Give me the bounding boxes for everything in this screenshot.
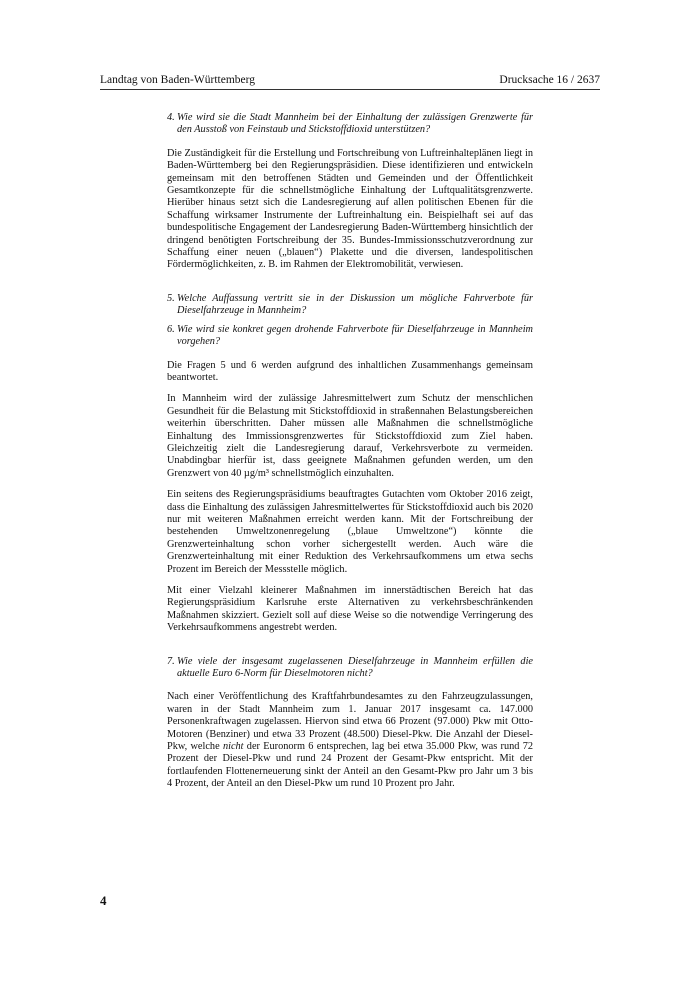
answer-4: Die Zuständigkeit für die Erstellung und Fortschreibung von Luftreinhalteplänen liegt in Baden-Württemberg bei den Regierungspräsidien. Diese identifizieren und entwickeln gemeinsam mit den betroffenen Städten und Gemeinden und der Öffentlichkeit Gesamtkonzepte für die schnellstmögliche Einhaltung der Luftqualitätsgrenzwerte. Hierüber hinaus setzt sich die Landesregierung auf allen politischen Ebenen für die Schaffung wirksamer Instrumente der Luftreinhaltung ein. Beispielhaft sei auf das bundespolitische Engagement der Landesregierung Baden-Württemberg hinsichtlich der dringend benötigten Fortschreibung der 35. Bundes-Immissionsschutzverordnung zur Schaffung einer neuen („blauen“) Plakette und die diversen, landespolitischen Fördermöglichkeiten, z. B. im Rahmen der Elektromobilität, verwiesen. (167, 147, 533, 271)
header-parliament: Landtag von Baden-Württemberg (100, 74, 255, 86)
question-4 (167, 112, 533, 137)
question-text: Welche Auffassung vertritt sie in der Diskussion um mögliche Fahrverbote für Dieselfahrzeuge in Mannheim? (177, 292, 533, 317)
question-text: Wie viele der insgesamt zugelassenen Dieselfahrzeuge in Mannheim erfüllen die aktuelle Euro 6-Norm für Dieselmotoren nicht? (177, 655, 533, 680)
question-number: 4. (167, 112, 175, 123)
question-number: 7. (167, 655, 175, 667)
answer-7 (167, 691, 533, 790)
answer-5-6-paragraph: In Mannheim wird der zulässige Jahresmittelwert zum Schutz der menschlichen Gesundheit für die Belastung mit Stickstoffdioxid in straßennahen Belastungsbereichen weiterhin überschritten. Daher müssen alle Maßnahmen die schnellstmögliche Einhaltung des Immissionsgrenzwertes für Stickstoffdioxid zum Ziel haben. Gleichzeitig zielt die Landesregierung darauf, Verkehrsverbote zu vermeiden. Unabdingbar hierfür ist, dass geeignete Maßnahmen gefunden werden, um den Grenzwert von 40 µg/m³ schnellstmöglich einzuhalten. (167, 393, 533, 479)
question-text: Wie wird sie konkret gegen drohende Fahrverbote für Dieselfahrzeuge in Mannheim vorgehen? (177, 323, 533, 348)
header-document-number: Drucksache 16 / 2637 (499, 74, 600, 86)
question-7 (167, 656, 533, 681)
answer-5-6-paragraph: Ein seitens des Regierungspräsidiums beauftragtes Gutachten vom Oktober 2016 zeigt, dass die Einhaltung des zulässigen Jahresmittelwertes für Stickstoffdioxid auch bis 2020 nur mit weiteren Maßnahmen erreicht werden kann. Mit der Fortschreibung der bestehenden Umweltzonenregelung („blaue Umweltzone“) könnte die Grenzwerteinhaltung schon vorher sichergestellt werden. Auch wäre die Grenzwerteinhaltung mit einer Reduktion des Verkehrsaufkommens um etwa sechs Prozent im Bereich der Messstelle möglich. (167, 489, 533, 575)
answer-5-6-intro: Die Fragen 5 und 6 werden aufgrund des inhaltlichen Zusammenhangs gemeinsam beantwortet. (167, 359, 533, 383)
question-6 (167, 324, 533, 349)
answer-7-part: der Euronorm 6 entsprechen, lag bei etwa 35.000 Pkw, was rund 72 Prozent der Diesel-Pkw und rund 24 Prozent der Gesamt-Pkw entspricht. Mit der fortlaufenden Flottenerneuerung sinkt der Anteil an den Gesamt-Pkw pro Jahr um 3 bis 4 Prozent, der Anteil an den Diesel-Pkw um rund 10 Prozent pro Jahr. (167, 741, 533, 790)
question-number: 5. (167, 292, 175, 304)
page-header (100, 73, 600, 90)
question-5 (167, 293, 533, 318)
question-number: 6. (167, 323, 175, 335)
page-number: 4 (100, 893, 107, 908)
document-body (167, 112, 533, 800)
answer-7-part: Nach einer Veröffentlichung des Kraftfahrbundesamtes zu den Fahrzeugzulassungen, waren in der Stadt Mannheim zum 1. Januar 2017 insgesamt ca. 147.000 Personenkraftwagen zugelassen. Hiervon sind etwa 66 Prozent (97.000) Pkw mit Otto-Motoren (Benziner) und etwa 33 Prozent (48.500) Diesel-Pkw. Die Anzahl der Diesel-Pkw, welche (167, 691, 533, 753)
answer-5-6-paragraph: Mit einer Vielzahl kleinerer Maßnahmen im innerstädtischen Bereich hat das Regierungspräsidium Karlsruhe erste Alternativen zu verkehrsbeschränkenden Maßnahmen skizziert. Gezielt soll auf diese Weise so die notwendige Verringerung des Verkehrsaufkommens angestrebt werden. (167, 585, 533, 634)
question-text: Wie wird sie die Stadt Mannheim bei der Einhaltung der zulässigen Grenzwerte für den Ausstoß von Feinstaub und Stickstoffdioxid unterstützen? (177, 112, 533, 136)
answer-7-emphasis: nicht (222, 741, 244, 753)
